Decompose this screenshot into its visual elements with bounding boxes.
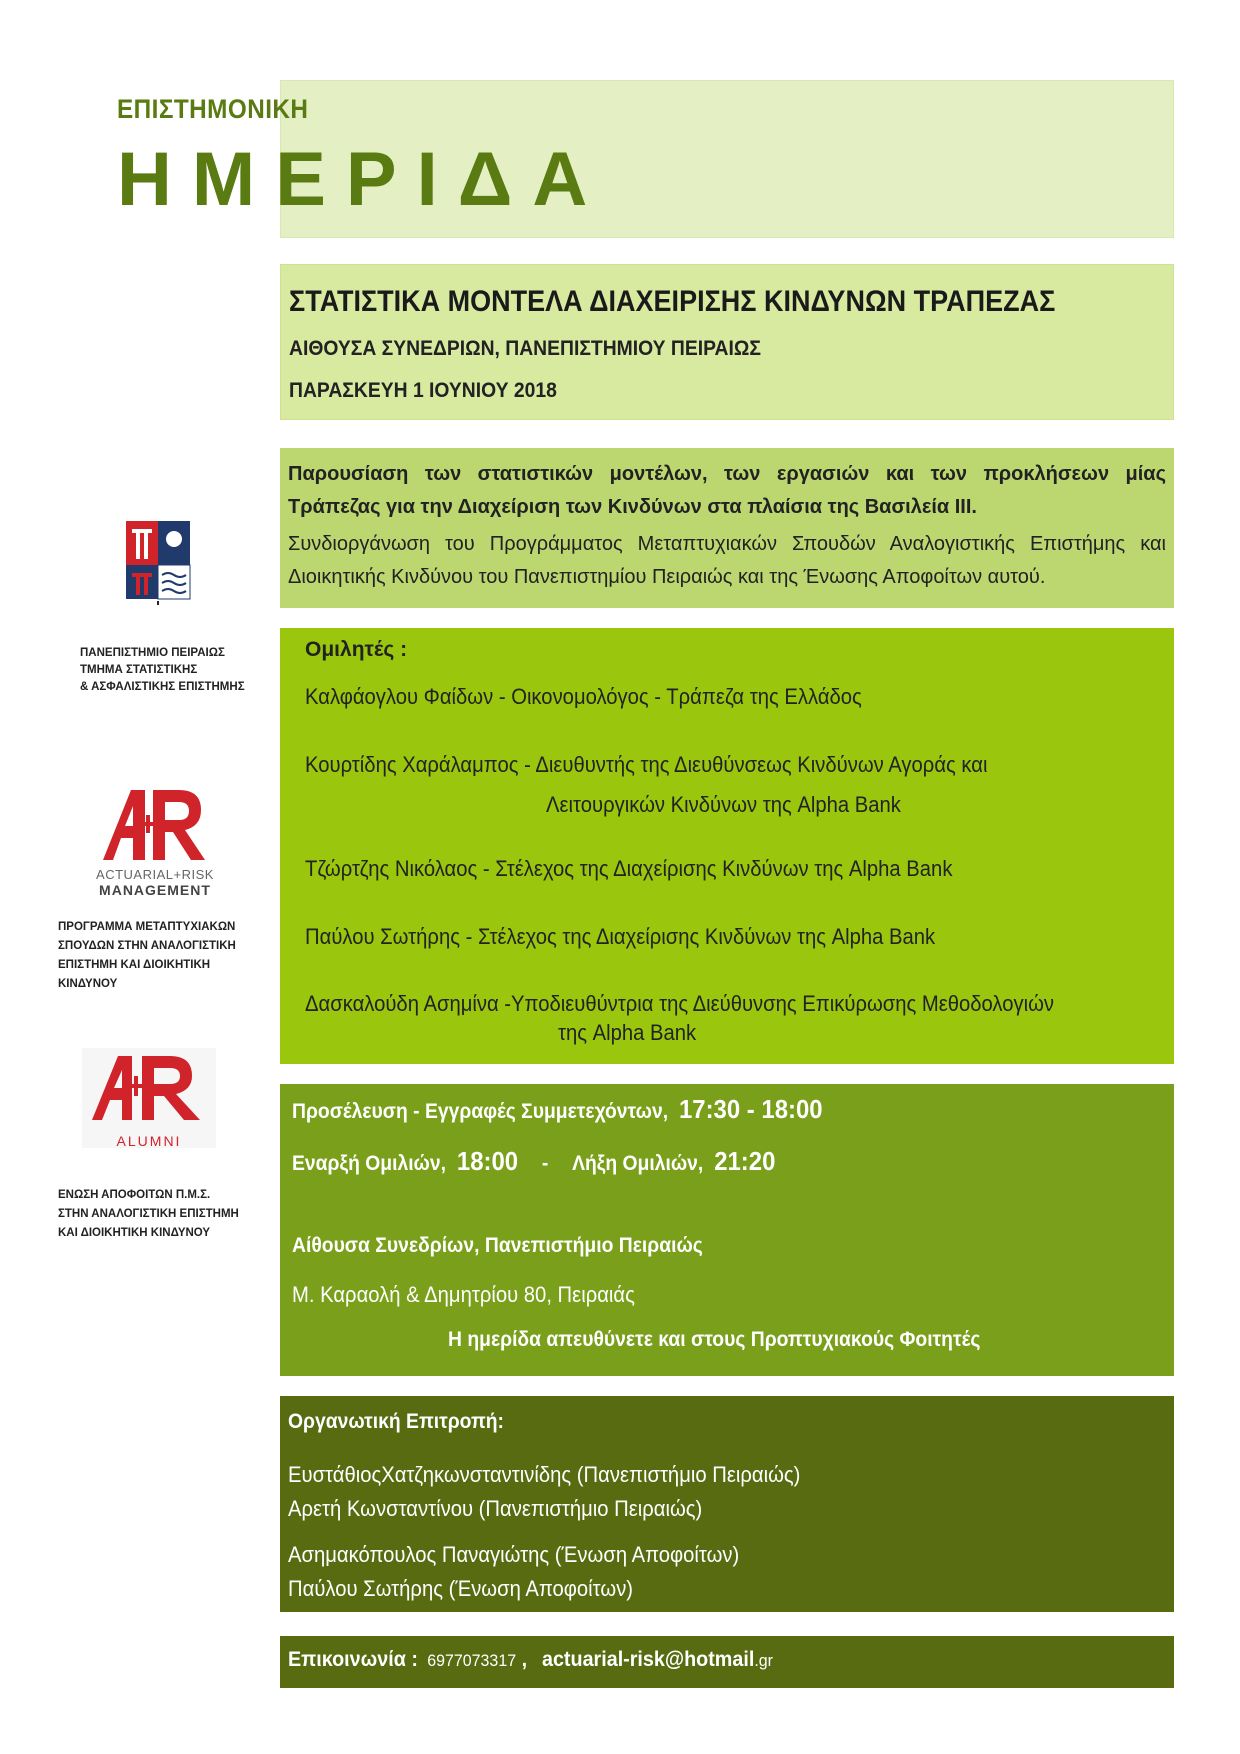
arm-logo-top-text: ACTUARIAL+RISK bbox=[96, 867, 214, 882]
alumni-line-1: ΕΝΩΣΗ ΑΠΟΦΟΙΤΩΝ Π.Μ.Σ. bbox=[58, 1189, 211, 1201]
contact-email[interactable] bbox=[542, 1648, 773, 1671]
arrival-time: 17:30 - 18:00 bbox=[678, 1094, 823, 1124]
event-info-box bbox=[280, 264, 1174, 420]
speaker-1: Καλφάογλου Φαίδων - Οικονομολόγος - Τράπεζα της Ελλάδος bbox=[305, 684, 862, 709]
speaker-5-line2: της Alpha Bank bbox=[558, 1020, 697, 1045]
speaker-5-line1 bbox=[305, 991, 1157, 1017]
start-time: 18:00 bbox=[456, 1146, 519, 1176]
committee-member-4: Παύλου Σωτήρης (Ένωση Αποφοίτων) bbox=[288, 1576, 634, 1601]
schedule-address: Μ. Καραολή & Δημητρίου 80, Πειραιάς bbox=[292, 1282, 635, 1307]
uni-line-3: & ΑΣΦΑΛΙΣΤΙΚΗΣ ΕΠΙΣΤΗΜΗΣ bbox=[80, 681, 245, 693]
arm-logo bbox=[95, 782, 215, 898]
prog-line-3: ΕΠΙΣΤΗΜΗ ΚΑΙ ΔΙΟΙΚΗΤΙΚΗ bbox=[58, 959, 211, 971]
speaker-5-text: Δασκαλούδη Ασημίνα -Υποδιευθύντρια της Διεύθυνσης Επικύρωσης Μεθοδολογιών bbox=[305, 991, 1055, 1016]
end-time: 21:20 bbox=[714, 1146, 776, 1176]
arrival-label: Προσέλευση - Εγγραφές Συμμετεχόντων, bbox=[292, 1100, 669, 1123]
speaker-2-line1: Κουρτίδης Χαράλαμπος - Διευθυντής της Διευθύνσεως Κινδύνων Αγοράς και bbox=[305, 752, 988, 777]
presentation-text: Παρουσίαση των στατιστικών μοντέλων, των εργασιών και των προκλήσεων μίας Τράπεζας για την Διαχείριση των Κινδύνων στα πλαίσια της Βασιλεία ΙΙΙ. bbox=[288, 463, 1166, 518]
speaker-3: Τζώρτζης Νικόλαος - Στέλεχος της Διαχείρισης Κινδύνων της Alpha Bank bbox=[305, 856, 953, 881]
university-logo bbox=[122, 517, 194, 605]
contact-phone[interactable]: 6977073317 bbox=[427, 1651, 517, 1670]
prog-line-1: ΠΡΟΓΡΑΜΜΑ ΜΕΤΑΠΤΥΧΙΑΚΩΝ bbox=[58, 921, 236, 933]
event-venue: ΑΙΘΟΥΣΑ ΣΥΝΕΔΡΙΩΝ, ΠΑΝΕΠΙΣΤΗΜΙΟΥ ΠΕΙΡΑΙΩΣ bbox=[289, 337, 761, 360]
alumni-logo bbox=[82, 1048, 216, 1148]
alumni-logo-text: ALUMNI bbox=[116, 1133, 182, 1149]
arm-logo-icon bbox=[95, 782, 215, 864]
end-label: Λήξη Ομιλιών, bbox=[572, 1152, 704, 1175]
alumni-line-3: ΚΑΙ ΔΙΟΙΚΗΤΙΚΗ ΚΙΝΔΥΝΟΥ bbox=[58, 1227, 211, 1239]
uni-line-1: ΠΑΝΕΠΙΣΤΗΜΙΟ ΠΕΙΡΑΙΩΣ bbox=[80, 647, 225, 659]
arrival-row bbox=[292, 1094, 823, 1125]
arm-logo-bottom-text: MANAGEMENT bbox=[99, 882, 211, 898]
speakers-box bbox=[280, 628, 1174, 1064]
speaker-2-line2: Λειτουργικών Κινδύνων της Alpha Bank bbox=[546, 792, 901, 817]
contact-comma: , bbox=[521, 1648, 528, 1671]
committee-member-1: ΕυστάθιοςΧατζηκωνσταντινίδης (Πανεπιστήμιο Πειραιώς) bbox=[288, 1462, 801, 1487]
committee-label: Οργανωτική Επιτροπή: bbox=[288, 1410, 504, 1433]
uni-line-2: ΤΜΗΜΑ ΣΤΑΤΙΣΤΙΚΗΣ bbox=[80, 664, 198, 676]
committee-member-2: Αρετή Κωνσταντίνου (Πανεπιστήμιο Πειραιώς) bbox=[288, 1496, 703, 1521]
event-topic: ΣΤΑΤΙΣΤΙΚΑ ΜΟΝΤΕΛΑ ΔΙΑΧΕΙΡΙΣΗΣ ΚΙΝΔΥΝΩΝ ΤΡΑΠΕΖΑΣ bbox=[289, 285, 1056, 318]
university-logo-icon bbox=[122, 517, 194, 605]
university-caption bbox=[80, 645, 245, 696]
organization-text: Συνδιοργάνωση του Προγράμματος Μεταπτυχιακών Σπουδών Αναλογιστικής Επιστήμης και Διοικητικής Κινδύνου του Πανεπιστημίου Πειραιώς και της Ένωσης Αποφοίτων αυτού. bbox=[288, 533, 1166, 588]
prog-line-4: ΚΙΝΔΥΝΟΥ bbox=[58, 978, 118, 990]
alumni-line-2: ΣΤΗΝ ΑΝΑΛΟΓΙΣΤΙΚΗ ΕΠΙΣΤΗΜΗ bbox=[58, 1208, 239, 1220]
alumni-logo-icon bbox=[82, 1048, 216, 1126]
time-separator: - bbox=[541, 1152, 549, 1175]
schedule-venue: Αίθουσα Συνεδρίων, Πανεπιστήμιο Πειραιώς bbox=[292, 1234, 703, 1257]
contact-email-tld: .gr bbox=[754, 1651, 773, 1670]
alumni-caption bbox=[58, 1186, 239, 1243]
program-caption bbox=[58, 918, 236, 994]
contact-box bbox=[280, 1636, 1174, 1688]
pre-title: ΕΠΙΣΤΗΜΟΝΙΚΗ bbox=[117, 94, 309, 124]
contact-email-main: actuarial-risk@hotmail bbox=[541, 1648, 755, 1671]
event-date: ΠΑΡΑΣΚΕΥΗ 1 ΙΟΥΝΙΟΥ 2018 bbox=[289, 379, 557, 402]
description-box bbox=[280, 448, 1174, 608]
committee-box bbox=[280, 1396, 1174, 1612]
schedule-note: Η ημερίδα απευθύνετε και στους Προπτυχιακούς Φοιτητές bbox=[448, 1328, 981, 1351]
committee-member-3: Ασημακόπουλος Παναγιώτης (Ένωση Αποφοίτων) bbox=[288, 1542, 740, 1567]
speaker-4: Παύλου Σωτήρης - Στέλεχος της Διαχείρισης Κινδύνων της Alpha Bank bbox=[305, 924, 936, 949]
schedule-box bbox=[280, 1084, 1174, 1376]
contact-label: Επικοινωνία : bbox=[288, 1648, 418, 1671]
speakers-label: Ομιλητές : bbox=[305, 638, 408, 661]
times-row bbox=[292, 1146, 775, 1177]
prog-line-2: ΣΠΟΥΔΩΝ ΣΤΗΝ ΑΝΑΛΟΓΙΣΤΙΚΗ bbox=[58, 940, 236, 952]
contact-row bbox=[288, 1648, 773, 1672]
start-label: Εναρξή Ομιλιών, bbox=[292, 1152, 446, 1175]
page-title: ΗΜΕΡΙΔΑ bbox=[117, 137, 608, 222]
